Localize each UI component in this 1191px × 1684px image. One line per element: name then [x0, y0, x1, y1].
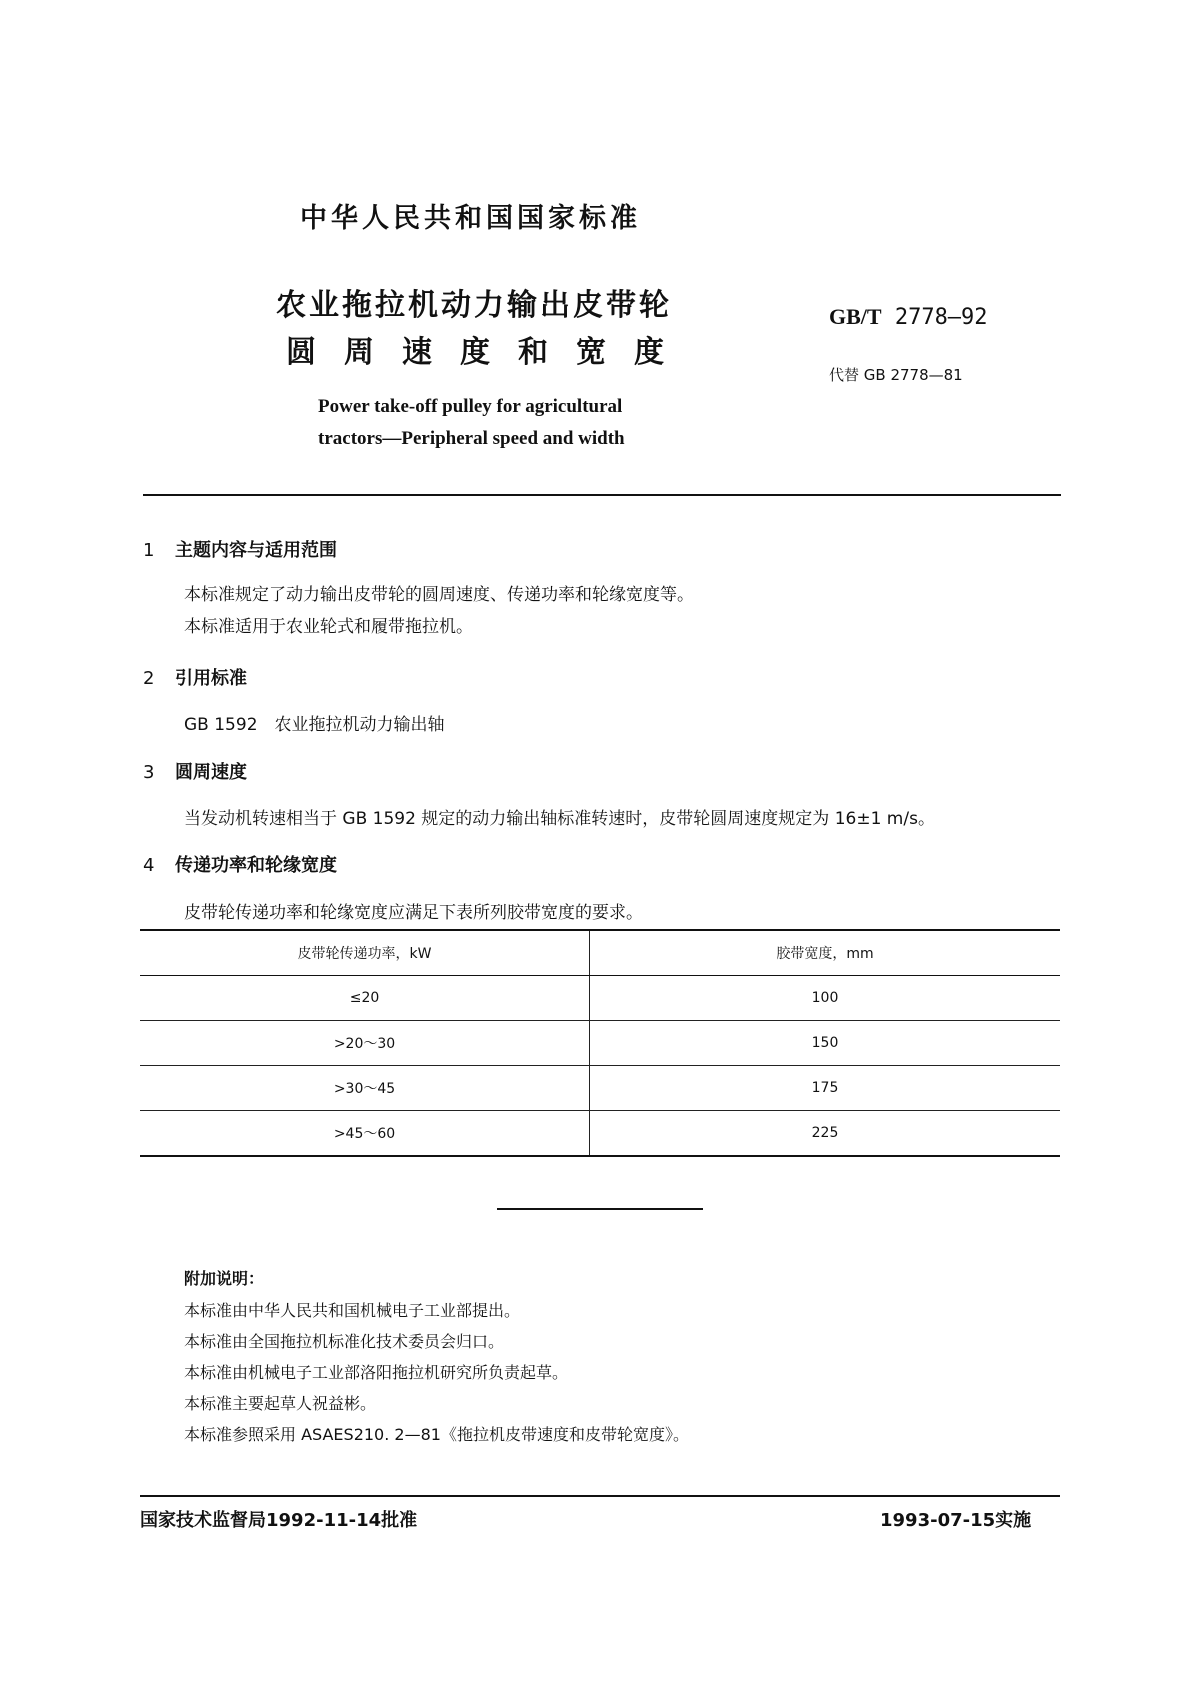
power-width-table [140, 929, 1060, 1157]
title-en-line2: tractors—Peripheral speed and width [318, 428, 625, 449]
table-header-width: 胶带宽度，mm [590, 930, 1061, 976]
table-row [140, 1021, 1060, 1066]
table-row [140, 976, 1060, 1021]
section-title: 引用标准 [175, 668, 247, 689]
national-standard-heading: 中华人民共和国国家标准 [300, 203, 641, 234]
table-cell-power: >20～30 [140, 1021, 590, 1066]
notes-list [184, 1295, 689, 1450]
table-cell-power: ≤20 [140, 976, 590, 1021]
table-cell-power: >30～45 [140, 1066, 590, 1111]
footer-divider [140, 1495, 1060, 1497]
header-divider [143, 494, 1061, 496]
section-2-heading [143, 664, 247, 690]
section-number: 2 [143, 668, 155, 689]
section-number: 3 [143, 762, 155, 783]
section-3-heading [143, 758, 247, 784]
section-title: 圆周速度 [175, 762, 247, 783]
section-4-para-1: 皮带轮传递功率和轮缘宽度应满足下表所列胶带宽度的要求。 [184, 903, 643, 923]
effective-date: 1993-07-15实施 [880, 1510, 1032, 1531]
title-cn-line1: 农业拖拉机动力输出皮带轮 [276, 288, 672, 323]
table-cell-width: 225 [811, 1125, 839, 1141]
note-line: 本标准参照采用 ASAES210. 2—81《拖拉机皮带速度和皮带轮宽度》。 [184, 1425, 689, 1444]
title-en [318, 391, 678, 455]
section-2-para-1: GB 1592 农业拖拉机动力输出轴 [184, 715, 445, 735]
table-cell-width: 175 [590, 1066, 1061, 1111]
table-header-row [140, 930, 1060, 976]
table-header-power: 皮带轮传递功率，kW [140, 930, 590, 976]
section-number: 4 [143, 855, 155, 876]
note-line: 本标准主要起草人祝益彬。 [184, 1394, 377, 1413]
standard-code [829, 304, 988, 330]
table-row [140, 1111, 1060, 1157]
title-en-line1: Power take-off pulley for agricultural [318, 396, 623, 417]
table-cell-width: 100 [590, 976, 1061, 1021]
note-line: 本标准由中华人民共和国机械电子工业部提出。 [184, 1301, 521, 1320]
table-cell-width: 150 [590, 1021, 1061, 1066]
table-cell-power: >45～60 [140, 1111, 590, 1157]
section-1-para-1: 本标准规定了动力输出皮带轮的圆周速度、传递功率和轮缘宽度等。 [184, 585, 694, 605]
standard-code-number: 2778—92 [894, 305, 988, 330]
section-title: 传递功率和轮缘宽度 [175, 855, 337, 876]
section-3-para-1: 当发动机转速相当于 GB 1592 规定的动力输出轴标准转速时，皮带轮圆周速度规定为 16±1 m/s。 [184, 809, 935, 829]
note-line: 本标准由全国拖拉机标准化技术委员会归口。 [184, 1332, 505, 1351]
section-number: 1 [143, 540, 155, 561]
note-line: 本标准由机械电子工业部洛阳拖拉机研究所负责起草。 [184, 1363, 569, 1382]
title-cn-line2: 圆周速度和宽度 [286, 335, 692, 370]
approval-date: 国家技术监督局1992-11-14批准 [140, 1510, 418, 1531]
table-row [140, 1066, 1060, 1111]
end-of-text-rule [497, 1208, 703, 1210]
standard-code-prefix: GB/T [829, 304, 882, 329]
section-title: 主题内容与适用范围 [175, 540, 337, 561]
notes-title: 附加说明： [184, 1269, 265, 1288]
section-1-para-2: 本标准适用于农业轮式和履带拖拉机。 [184, 617, 473, 637]
section-1-heading [143, 536, 337, 562]
section-4-heading [143, 851, 337, 877]
replaces-note: 代替 GB 2778—81 [829, 366, 963, 384]
